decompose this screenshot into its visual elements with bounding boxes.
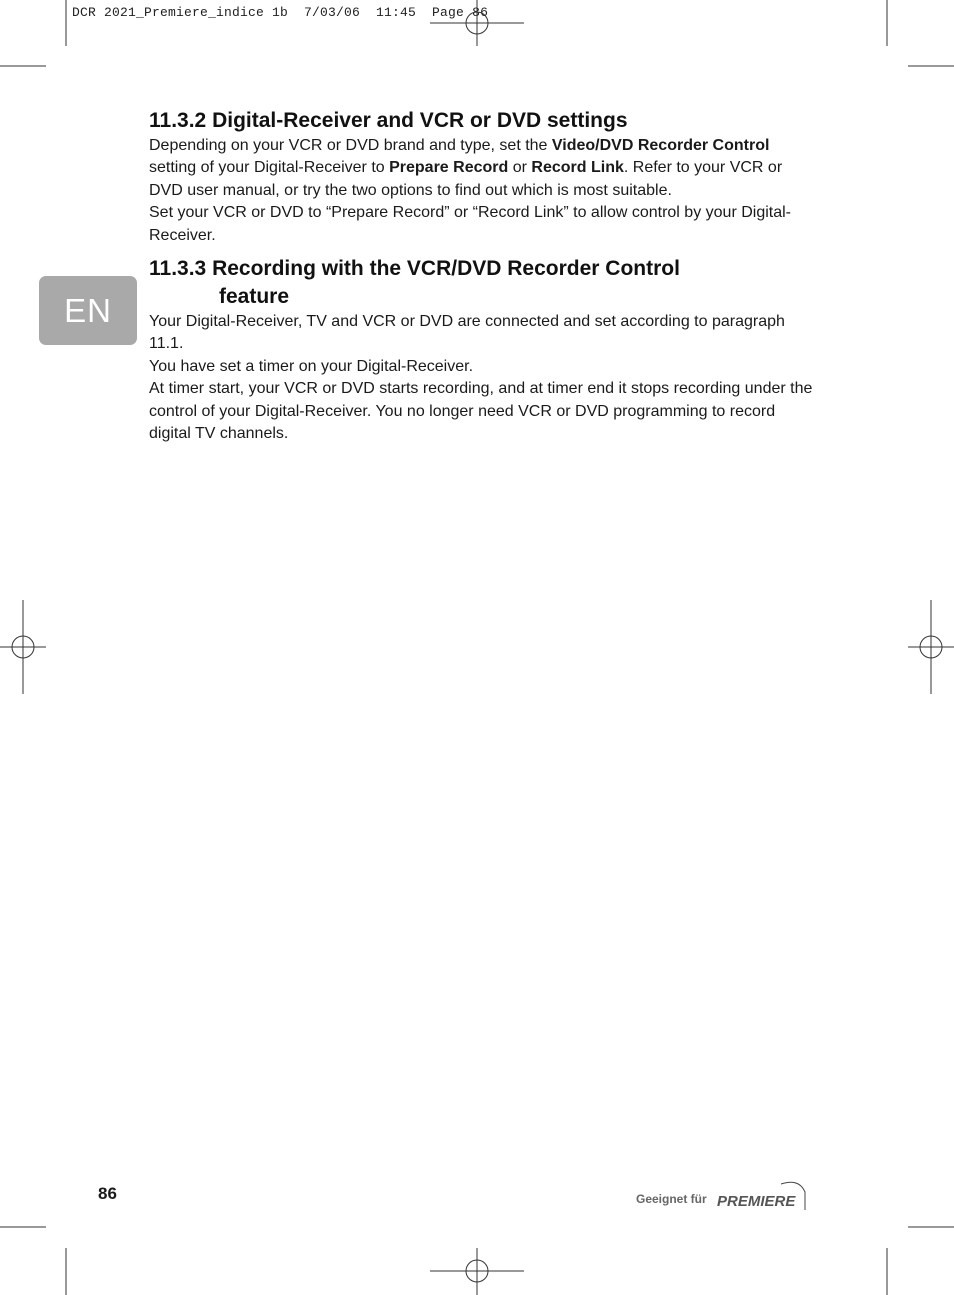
page-number: 86 — [98, 1184, 117, 1203]
text-run: or — [508, 159, 532, 177]
section-11-3-2 — [149, 107, 814, 247]
main-content — [149, 107, 814, 445]
text-run: setting of your Digital-Receiver to — [149, 159, 390, 177]
text-run: Depending on your VCR or DVD brand and type, set the — [149, 137, 552, 154]
section-heading — [149, 255, 814, 311]
option-record-link: Record Link — [531, 159, 624, 177]
paragraph: Your Digital-Receiver, TV and VCR or DVD are connected and set according to paragraph 11.1. — [149, 313, 785, 353]
section-title-text: Digital-Receiver and VCR or DVD settings — [212, 109, 628, 132]
text-run: . Refer to your VCR or DVD user manual, or try the two options to find out which is most suitable. — [149, 159, 783, 199]
setting-name: Video/DVD Recorder Control — [551, 137, 770, 154]
logo-prefix: Geeignet für — [636, 1192, 707, 1206]
language-tab-en: EN — [39, 276, 137, 345]
print-slug: DCR 2021_Premiere_indice 1b 7/03/06 11:45 Page 86 — [72, 5, 489, 20]
section-number: 11.3.2 — [149, 109, 207, 132]
section-title-text: Recording with the VCR/DVD Recorder Control — [212, 257, 680, 281]
premiere-logo — [636, 1180, 807, 1212]
paragraph: At timer start, your VCR or DVD starts recording, and at timer end it stops recording under the control of your Digital-Receiver. You no longer need VCR or DVD programming to record digital TV channels. — [149, 380, 813, 443]
section-title-continuation: feature — [219, 285, 290, 309]
section-heading — [149, 107, 814, 135]
paragraph — [149, 135, 814, 202]
premiere-wordmark — [715, 1180, 807, 1212]
paragraph: You have set a timer on your Digital-Receiver. — [149, 357, 474, 375]
paragraph: Set your VCR or DVD to “Prepare Record” or “Record Link” to allow control by your Digital-Receiver. — [149, 204, 792, 244]
svg-text:PREMIERE: PREMIERE — [716, 1193, 796, 1210]
section-number: 11.3.3 — [149, 257, 207, 281]
section-11-3-3 — [149, 255, 814, 445]
option-prepare-record: Prepare Record — [389, 159, 509, 177]
